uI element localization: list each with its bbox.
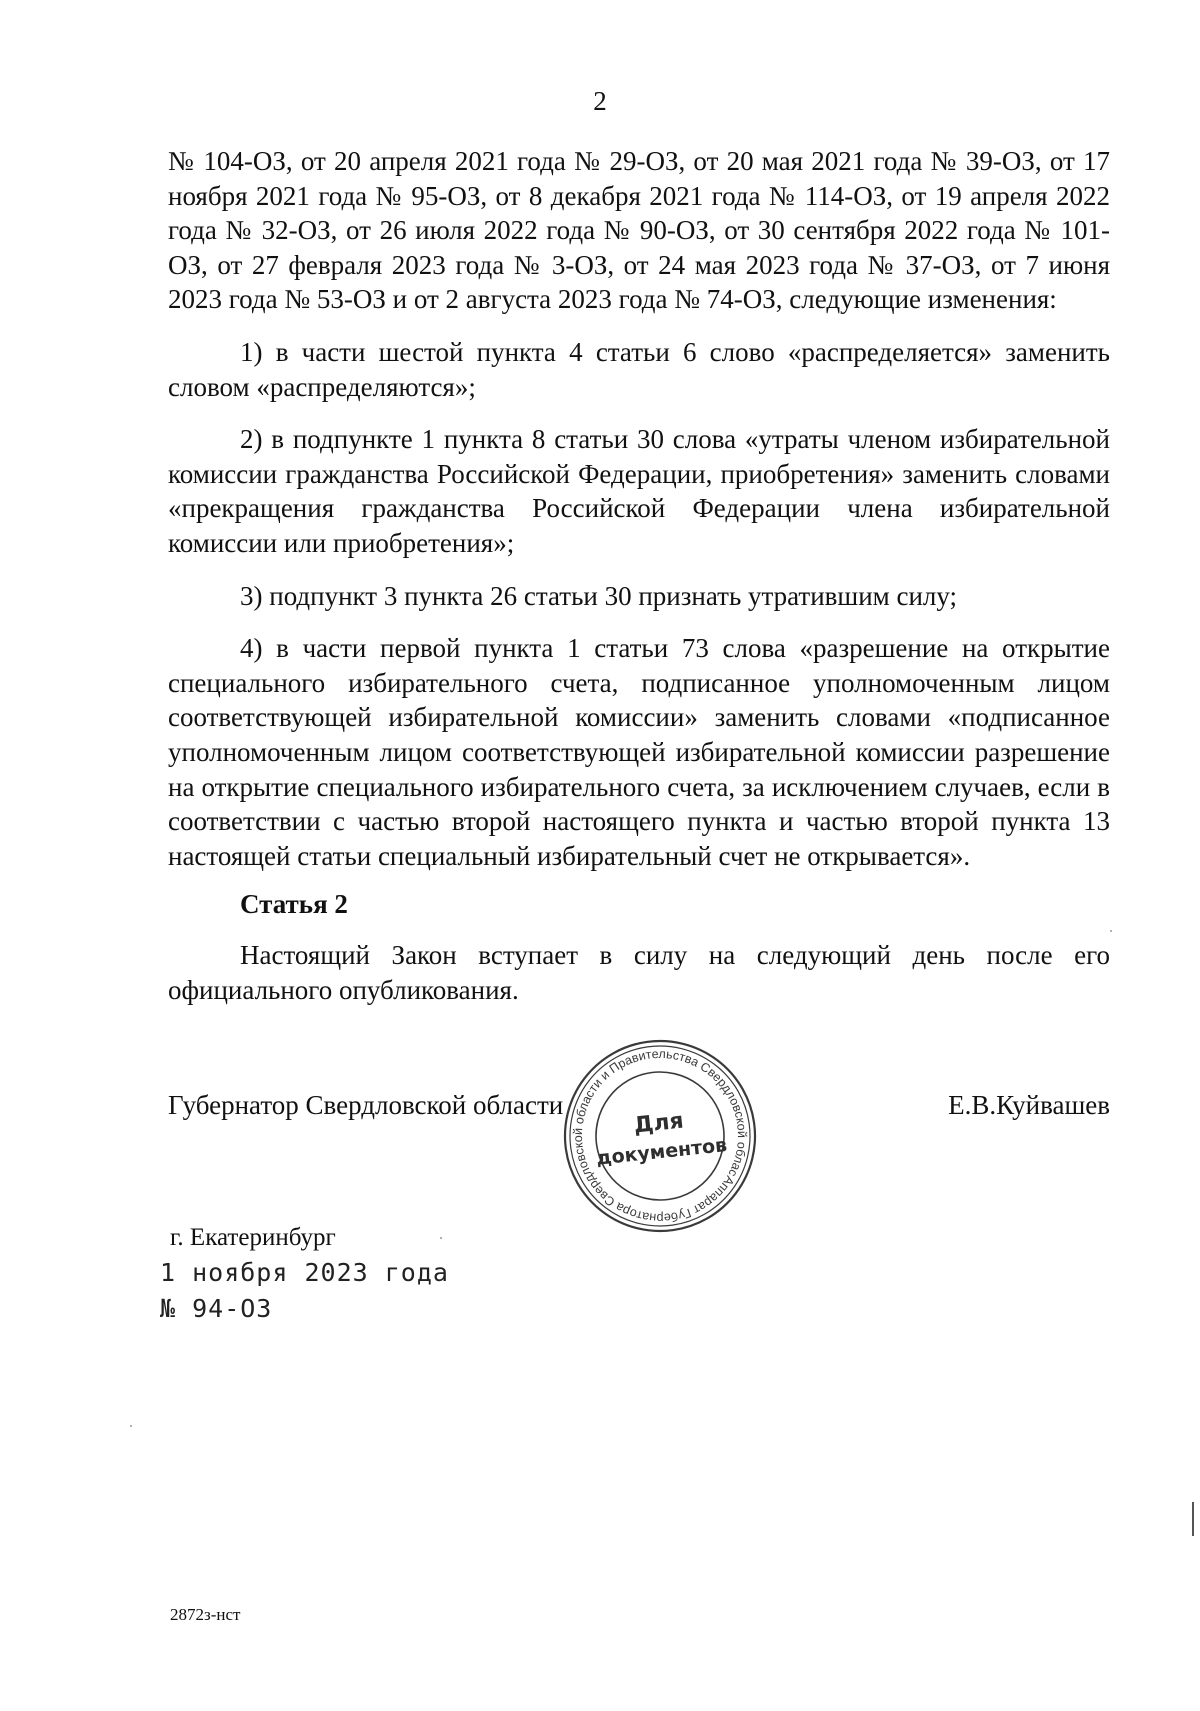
article-2-heading: Статья 2 [240,889,348,919]
scan-speck [1110,930,1112,932]
amendment-item-1: 1) в части шестой пункта 4 статьи 6 слово «распределяется» заменить словом «распределяются»; [168,336,1110,402]
amendment-item-4: 4) в части первой пункта 1 статьи 73 слова «разрешение на открытие специального избирательного счета, подписанное уполномоченным лицом соответствующей избирательной комиссии» заменить словами «подписанное уполномоченным лицом соответствующей избирательной комиссии разрешение на открытие специального избирательного счета, за исключением случаев, если в соответствии с частью второй настоящего пункта и частью второй пункта 13 настоящей статьи специальный избирательный счет не открывается». [168,633,1110,871]
signatory-name: Е.В.Куйвашев [948,1090,1110,1120]
scan-speck [440,1237,442,1239]
svg-text:Аппарат Губернатора Свердловск [560,1036,760,1236]
stamp-ring-text: Аппарат Губернатора Свердловской области и Правительства Свердловской области [570,1046,750,1226]
amendment-item-2: 2) в подпункте 1 пункта 8 статьи 30 слова «утраты членом избирательной комиссии гражданства Российской Федерации, приобретения» заменить словами «прекращения гражданства Российской Федерации члена избирательной комиссии или приобретения»; [168,424,1110,558]
stamp-center-line-2: документов [595,1134,729,1170]
amended-laws-list: № 104-ОЗ, от 20 апреля 2021 года № 29-ОЗ, от 20 мая 2021 года № 39-ОЗ, от 17 ноября 2021 года № 95-ОЗ, от 8 декабря 2021 года № 114-ОЗ, от 19 апреля 2022 года № 32-ОЗ, от 26 июля 2022 года № 90-ОЗ, от 30 сентября 2022 года № 101-ОЗ, от 27 февраля 2023 года № 3-ОЗ, от 24 мая 2023 года № 37-ОЗ, от 7 июня 2023 года № 53-ОЗ и от 2 августа 2023 года № 74-ОЗ, следующие изменения: [168,146,1110,315]
article-2-text: Настоящий Закон вступает в силу на следующий день после его официального опубликования. [168,940,1110,1005]
scan-speck [130,1425,132,1427]
amendments-text [168,144,1110,891]
law-number: № 94-ОЗ [160,1294,273,1323]
official-stamp [560,1036,760,1236]
amendment-item-3: 3) подпункт 3 пункта 26 статьи 30 признать утратившим силу; [240,580,958,611]
signatory-title: Губернатор Свердловской области [168,1090,564,1120]
document-code: 2872з-нст [170,1605,241,1624]
signing-date: 1 ноября 2023 года [160,1258,449,1287]
place-of-signing: г. Екатеринбург [170,1224,336,1251]
stamp-center-line-1: Для [632,1108,685,1139]
page-number: 2 [593,86,607,116]
scan-edge-mark [1192,1502,1194,1536]
